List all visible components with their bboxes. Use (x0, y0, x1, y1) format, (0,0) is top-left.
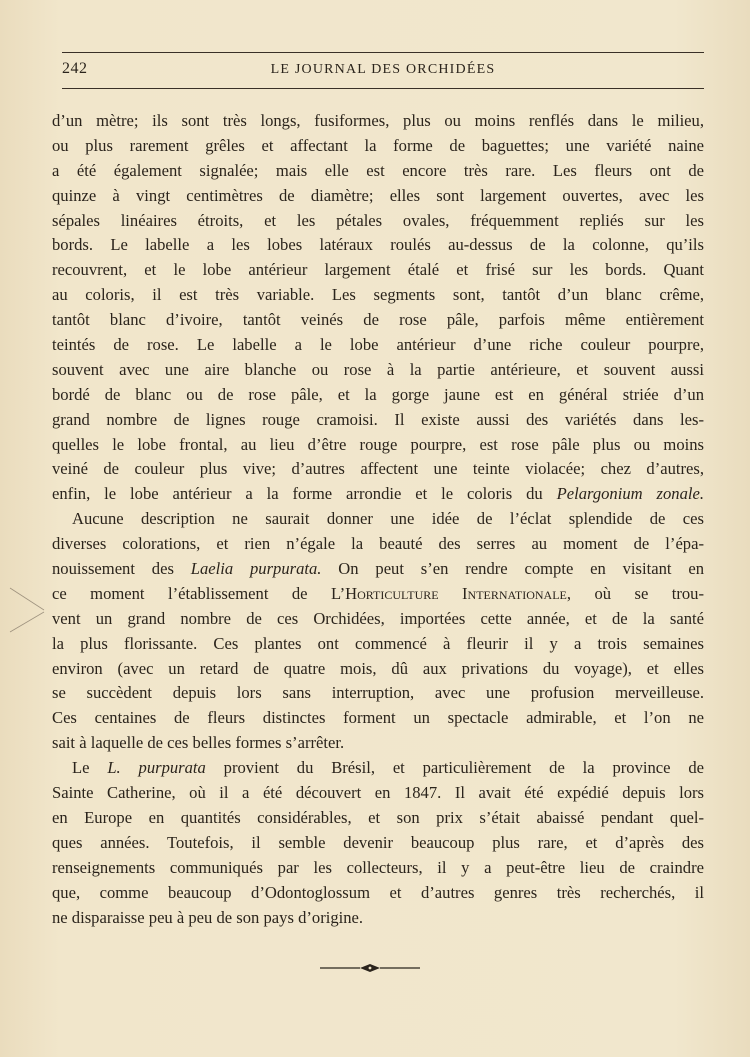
text-line: environ (avec un retard de quatre mois, dû aux privations du voyage), et elles (52, 658, 704, 678)
text-line: Ces centaines de fleurs distinctes forment un spectacle admirable, et l’on ne (52, 708, 704, 728)
italic-species-name: L. purpurata (107, 758, 206, 778)
text-run: nouissement des (52, 559, 191, 579)
text-line: veiné de couleur plus vive; d’autres affectent une teinte violacée; chez d’autres, (52, 459, 704, 479)
text-line (52, 557, 704, 582)
running-header (62, 60, 704, 84)
text-run: , où se trou- (566, 583, 704, 603)
text-line (52, 582, 704, 607)
text-run: enfin, le lobe antérieur a la forme arrondie et le coloris du (52, 484, 557, 504)
text-run: provient du Brésil, et particulièrement de la province de (205, 758, 704, 778)
header-bottom-rule (62, 88, 704, 89)
text-line: a été également signalée; mais elle est encore très rare. Les fleurs ont de (52, 160, 704, 180)
text-line-paragraph-start: Aucune description ne saurait donner une idée de l’éclat splendide de ces (72, 509, 704, 529)
text-line: diverses colorations, et rien n’égale la beauté des serres au moment de l’épa- (52, 534, 704, 554)
tailpiece-ornament (318, 960, 422, 976)
text-line: renseignements communiqués par les collecteurs, il y a peut-être lieu de craindre (52, 857, 704, 877)
text-line: se succèdent depuis lors sans interruption, avec une profusion merveilleuse. (52, 683, 704, 703)
margin-pencil-mark (8, 586, 48, 634)
text-line: grand nombre de lignes rouge cramoisi. Il existe aussi des variétés dans les- (52, 409, 704, 429)
text-line: ou plus rarement grêles et affectant la forme de baguettes; une variété naine (52, 135, 704, 155)
text-line: bords. Le labelle a les lobes latéraux roulés au-dessus de la colonne, qu’ils (52, 235, 704, 255)
text-run: ce moment l’établissement de L’ (52, 583, 346, 603)
text-line: souvent avec une aire blanche ou rose à la partie antérieure, et souvent aussi (52, 359, 704, 379)
text-line: teintés de rose. Le labelle a le lobe antérieur d’une riche couleur pourpre, (52, 335, 704, 355)
text-line: recouvrent, et le lobe antérieur largement étalé et frisé sur les bords. Quant (52, 260, 704, 280)
text-line: Sainte Catherine, où il a été découvert en 1847. Il avait été expédié depuis lors (52, 783, 704, 803)
text-line: vent un grand nombre de ces Orchidées, importées cette année, et de la santé (52, 608, 704, 628)
text-run: Le (72, 758, 108, 778)
text-line: que, comme beaucoup d’Odontoglossum et d’autres genres très recherchés, il (52, 882, 704, 902)
page-number: 242 (62, 60, 88, 77)
running-title: LE JOURNAL DES ORCHIDÉES (270, 62, 496, 77)
text-line-paragraph-start (52, 756, 704, 781)
text-line: sépales linéaires étroits, et les pétales ovales, fréquemment repliés sur les (52, 210, 704, 230)
small-caps-establishment-name: Horticulture Internationale (345, 583, 567, 603)
text-line: tantôt blanc d’ivoire, tantôt veinés de rose pâle, parfois même entièrement (52, 310, 704, 330)
text-line: bordé de blanc ou de rose pâle, et la gorge jaune est en général striée d’un (52, 384, 704, 404)
text-line-paragraph-end: sait à laquelle de ces belles formes s’arrêter. (52, 733, 345, 753)
text-line: au coloris, il est très variable. Les segments sont, tantôt d’un blanc crême, (52, 285, 704, 305)
text-line: ques années. Toutefois, il semble devenir beaucoup plus rare, et d’après des (52, 832, 704, 852)
text-run: On peut s’en rendre compte en visitant en (321, 559, 704, 579)
text-line: en Europe en quantités considérables, et son prix s’était abaissé pendant quel- (52, 807, 704, 827)
text-line: quelles le lobe frontal, au lieu d’être rouge pourpre, est rose pâle plus ou moins (52, 434, 704, 454)
italic-species-name: Laelia purpurata. (190, 559, 322, 579)
text-line-paragraph-end: ne disparaisse peu à peu de son pays d’origine. (52, 907, 364, 927)
text-line: d’un mètre; ils sont très longs, fusiformes, plus ou moins renflés dans le milieu, (52, 111, 704, 130)
article-body (52, 109, 704, 930)
italic-species-name: Pelargonium zonale. (556, 484, 705, 504)
header-top-rule (62, 52, 704, 53)
text-line-paragraph-end (52, 482, 704, 507)
text-line: la plus florissante. Ces plantes ont commencé à fleurir il y a trois semaines (52, 633, 704, 653)
text-line: quinze à vingt centimètres de diamètre; elles sont largement ouvertes, avec les (52, 185, 704, 205)
